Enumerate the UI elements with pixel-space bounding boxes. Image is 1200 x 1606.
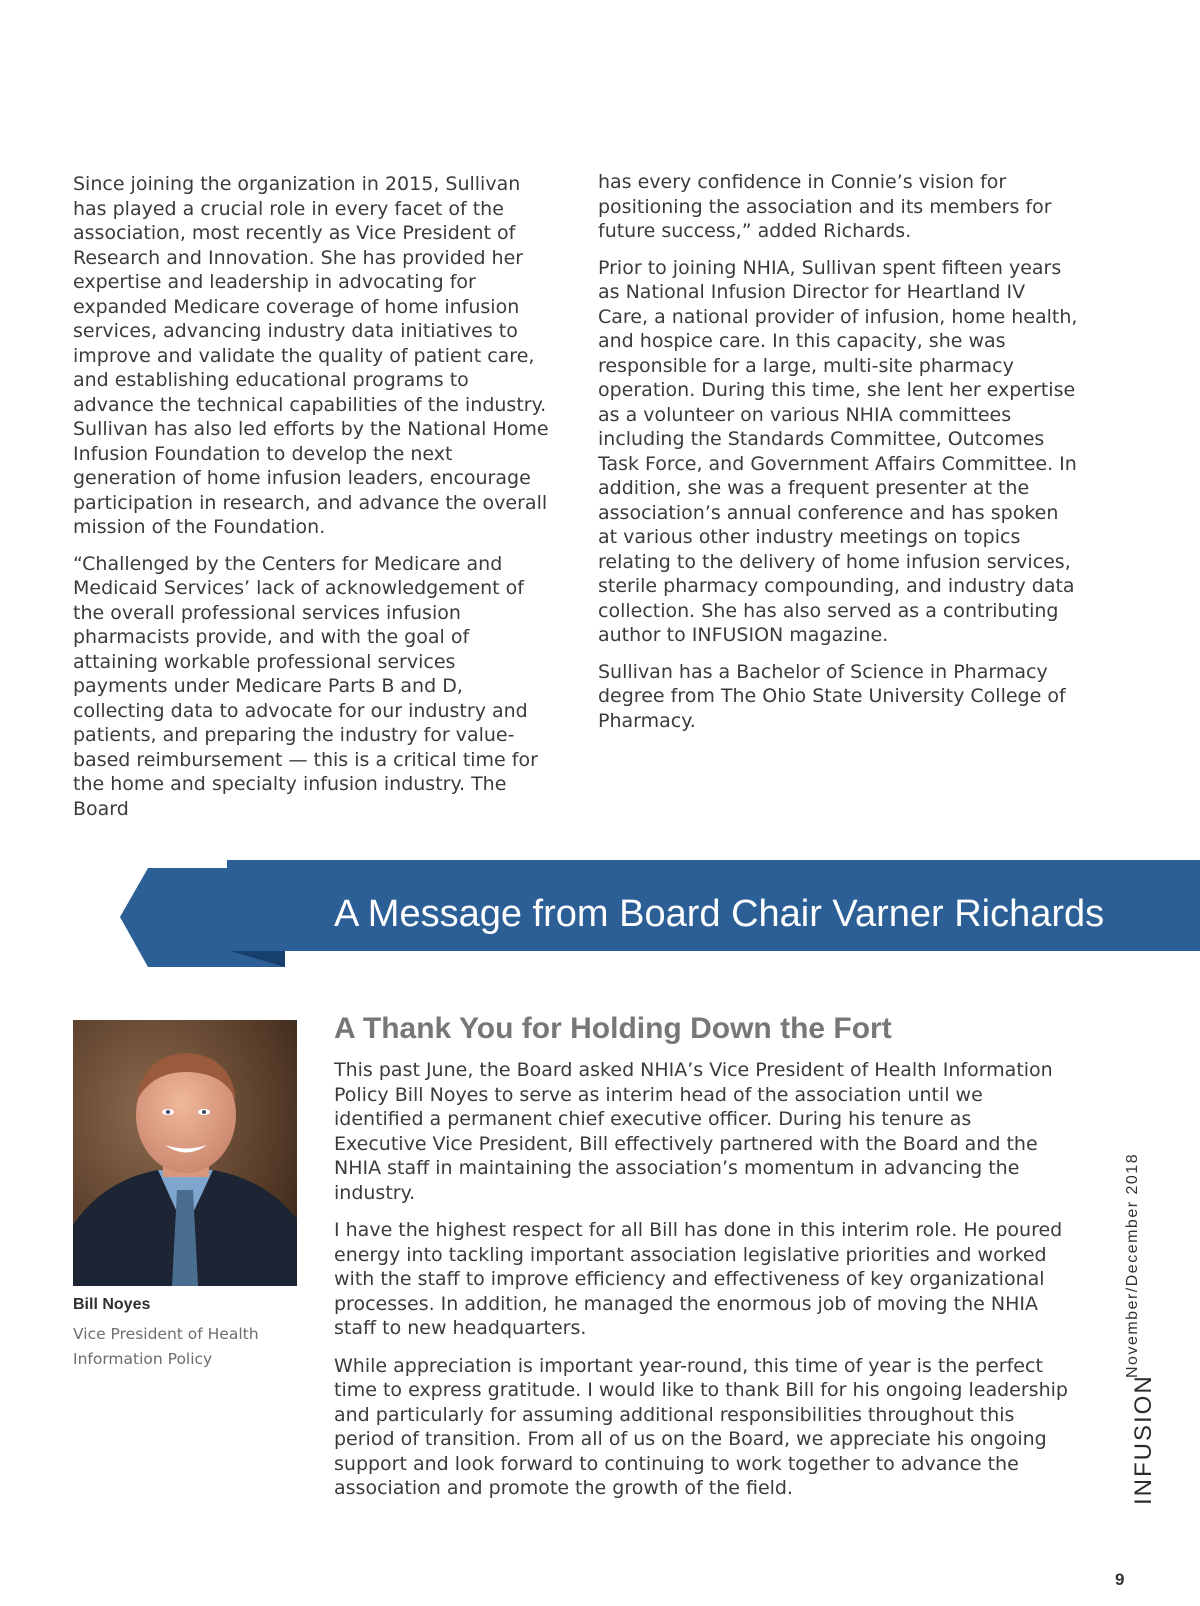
article-paragraph-3: While appreciation is important year-round, this time of year is the perfect time to express gratitude. I would like to thank Bill for his ongoing leadership and particularly for assuming additional responsibilities throughout this period of transition. From all of us on the Board, we appreciate his ongoing support and look forward to continuing to work together to advance the association and promote the growth of the field. — [334, 1354, 1068, 1499]
left-column — [73, 172, 553, 833]
photo-caption-title: Vice President of Health Information Policy — [73, 1325, 259, 1368]
right-paragraph-1: has every confidence in Connie’s vision for positioning the association and its members for future success,” added Richards. — [598, 171, 1052, 242]
magazine-logo: INFUSION — [1130, 1374, 1157, 1505]
right-column — [598, 170, 1078, 745]
article-paragraph-2: I have the highest respect for all Bill has done in this interim role. He poured energy into tackling important association legislative priorities and worked with the staff to improve efficiency and effectiveness of key organizational processes. In addition, he managed the enormous job of moving the NHIA staff to new headquarters. — [334, 1219, 1063, 1339]
right-paragraph-3: Sullivan has a Bachelor of Science in Pharmacy degree from The Ohio State University College of Pharmacy. — [598, 660, 1066, 732]
left-paragraph-1: Since joining the organization in 2015, Sullivan has played a crucial role in every facet of the association, most recently as Vice President of Research and Innovation. She has provided her expertise and leadership in advocating for expanded Medicare coverage of home infusion services, advancing industry data initiatives to improve and validate the quality of patient care, and establishing educational programs to advance the technical capabilities of the industry. Sullivan has also led efforts by the National Home Infusion Foundation to develop the next generation of home infusion leaders, encourage participation in research, and advance the overall mission of the Foundation. — [73, 173, 549, 538]
left-paragraph-2: “Challenged by the Centers for Medicare and Medicaid Services’ lack of acknowledgement of the overall professional services infusion pharmacists provide, and with the goal of attaining workable professional services payments under Medicare Parts B and D, collecting data to advocate for our industry and patients, and preparing the industry for value-based reimbursement — this is a critical time for the home and specialty infusion industry. The Board — [73, 552, 538, 820]
banner-title: A Message from Board Chair Varner Richards — [334, 893, 1105, 935]
article-heading: A Thank You for Holding Down the Fort — [334, 1012, 892, 1045]
photo-caption-name: Bill Noyes — [73, 1296, 151, 1313]
article-body — [334, 1058, 1069, 1514]
article-paragraph-1: This past June, the Board asked NHIA’s Vice President of Health Information Policy Bill Noyes to serve as interim head of the association until we identified a permanent chief executive officer. During his tenure as Executive Vice President, Bill effectively partnered with the Board and the NHIA staff in maintaining the association’s momentum in advancing the industry. — [334, 1059, 1053, 1204]
portrait-photo — [73, 1020, 297, 1286]
issue-date: November/December 2018 — [1124, 1152, 1141, 1378]
page-number: 9 — [1115, 1570, 1125, 1589]
right-paragraph-2: Prior to joining NHIA, Sullivan spent fifteen years as National Infusion Director for Heartland IV Care, a national provider of infusion, home health, and hospice care. In this capacity, she was responsible for a large, multi-site pharmacy operation. During this time, she lent her expertise as a volunteer on various NHIA committees including the Standards Committee, Outcomes Task Force, and Government Affairs Committee. In addition, she was a frequent presenter at the association’s annual conference and has spoken at various other industry meetings on topics relating to the delivery of home infusion services, sterile pharmacy compounding, and industry data collection. She has also served as a contributing author to INFUSION magazine. — [598, 256, 1078, 646]
